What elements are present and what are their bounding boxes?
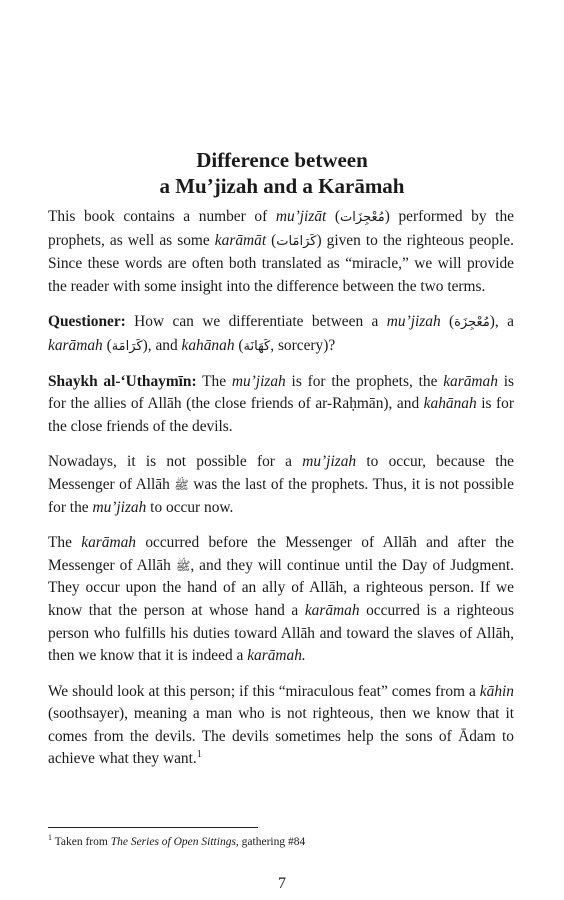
term: mu’jizah xyxy=(231,372,286,390)
answer-paragraph xyxy=(48,371,514,439)
text: Nowadays, it is not possible for a xyxy=(48,453,303,471)
text: ), and xyxy=(142,336,182,354)
body-text xyxy=(48,206,514,784)
speaker-label: Shaykh al-‘Uthaymīn: xyxy=(48,372,197,390)
footnote xyxy=(48,835,514,850)
nowadays-paragraph xyxy=(48,451,514,519)
title-line-1: Difference between xyxy=(196,148,368,172)
text: ), a xyxy=(489,313,514,331)
text: to occur, because the Messenger of Allāh xyxy=(48,453,514,493)
term: kahānah xyxy=(423,395,477,413)
source-title: The Series of Open Sittings xyxy=(110,836,236,848)
text: ( xyxy=(440,313,455,331)
text: , gathering #84 xyxy=(235,836,306,848)
karamah-paragraph xyxy=(48,532,514,668)
arabic-term: كَرَامَة xyxy=(111,338,143,354)
salawat-glyph: ﷺ xyxy=(175,558,191,573)
text: (soothsayer), meaning a man who is not righteous, then we know that it comes from the devils. The devils sometimes help the sons of Ādam to achieve what they want. xyxy=(48,705,514,768)
look-paragraph xyxy=(48,681,514,771)
text: ( xyxy=(326,208,341,225)
term: karāmah xyxy=(443,372,498,390)
footnote-divider xyxy=(48,827,258,828)
text: , sorcery)? xyxy=(270,336,336,354)
chapter-title xyxy=(0,147,564,199)
term: karāmāt xyxy=(214,231,267,249)
text: The xyxy=(48,534,82,552)
arabic-term: مُعْجِزَة xyxy=(454,315,490,331)
term: mu’jizah xyxy=(302,453,357,471)
text: , and they will continue until the Day of Judgment. They occur upon the hand of an ally of Allāh, a righteous person. If we know that the person at whose hand a xyxy=(48,556,514,619)
text: was the last of the prophets. Thus, it is not possible for the xyxy=(48,475,514,516)
text: ) given to the righteous people. Since these words are often both translated as “miracle,” we will provide the reader with some insight into the difference between the two terms. xyxy=(48,231,514,295)
text: The xyxy=(196,372,232,390)
arabic-term: مُعْجِزَات xyxy=(340,210,385,225)
text: We should look at this person; if this “miraculous feat” comes from a xyxy=(48,682,480,700)
text: Taken from xyxy=(52,836,111,848)
text: ( xyxy=(234,336,244,354)
text: occurred before the Messenger of Allāh and after the Messenger of Allāh xyxy=(48,534,514,574)
text: This book contains a number of xyxy=(48,208,276,225)
footnote-ref[interactable]: 1 xyxy=(196,749,202,761)
term: mu’jizāt xyxy=(275,208,327,225)
intro-paragraph xyxy=(48,206,514,298)
arabic-term: كَهَانَة xyxy=(243,338,271,354)
question-paragraph xyxy=(48,311,514,358)
title-line-2: a Mu’jizah and a Karāmah xyxy=(159,174,405,198)
text: How can we differentiate between a xyxy=(125,313,387,331)
term: mu’jizah xyxy=(386,313,441,331)
text: ) performed by the prophets, as well as some xyxy=(48,208,514,249)
salawat-glyph: ﷺ xyxy=(174,477,189,492)
text: ( xyxy=(266,231,277,249)
text: is for the allies of Allāh (the close friends of ar-Raḥmān), and xyxy=(48,372,514,413)
text: to occur now. xyxy=(146,498,234,516)
text: is for the prophets, the xyxy=(285,372,444,390)
term: karāmah xyxy=(81,534,136,552)
footnote-number: 1 xyxy=(48,833,52,843)
term: mu’jizah xyxy=(92,498,147,516)
text: is for the close friends of the devils. xyxy=(48,395,514,435)
term: kahānah xyxy=(181,336,235,354)
term: karāmah. xyxy=(247,647,306,665)
text: ( xyxy=(102,336,112,354)
text: occurred is a righteous person who fulfills his duties toward Allāh and toward the slaves of Allāh, then we know that it is indeed a xyxy=(48,601,514,665)
speaker-label: Questioner: xyxy=(48,313,126,331)
term: karāmah xyxy=(48,336,103,354)
page-number: 7 xyxy=(278,875,286,892)
term: karāmah xyxy=(304,601,360,619)
arabic-term: كَرَامَات xyxy=(276,233,317,249)
term: kāhin xyxy=(479,682,514,700)
